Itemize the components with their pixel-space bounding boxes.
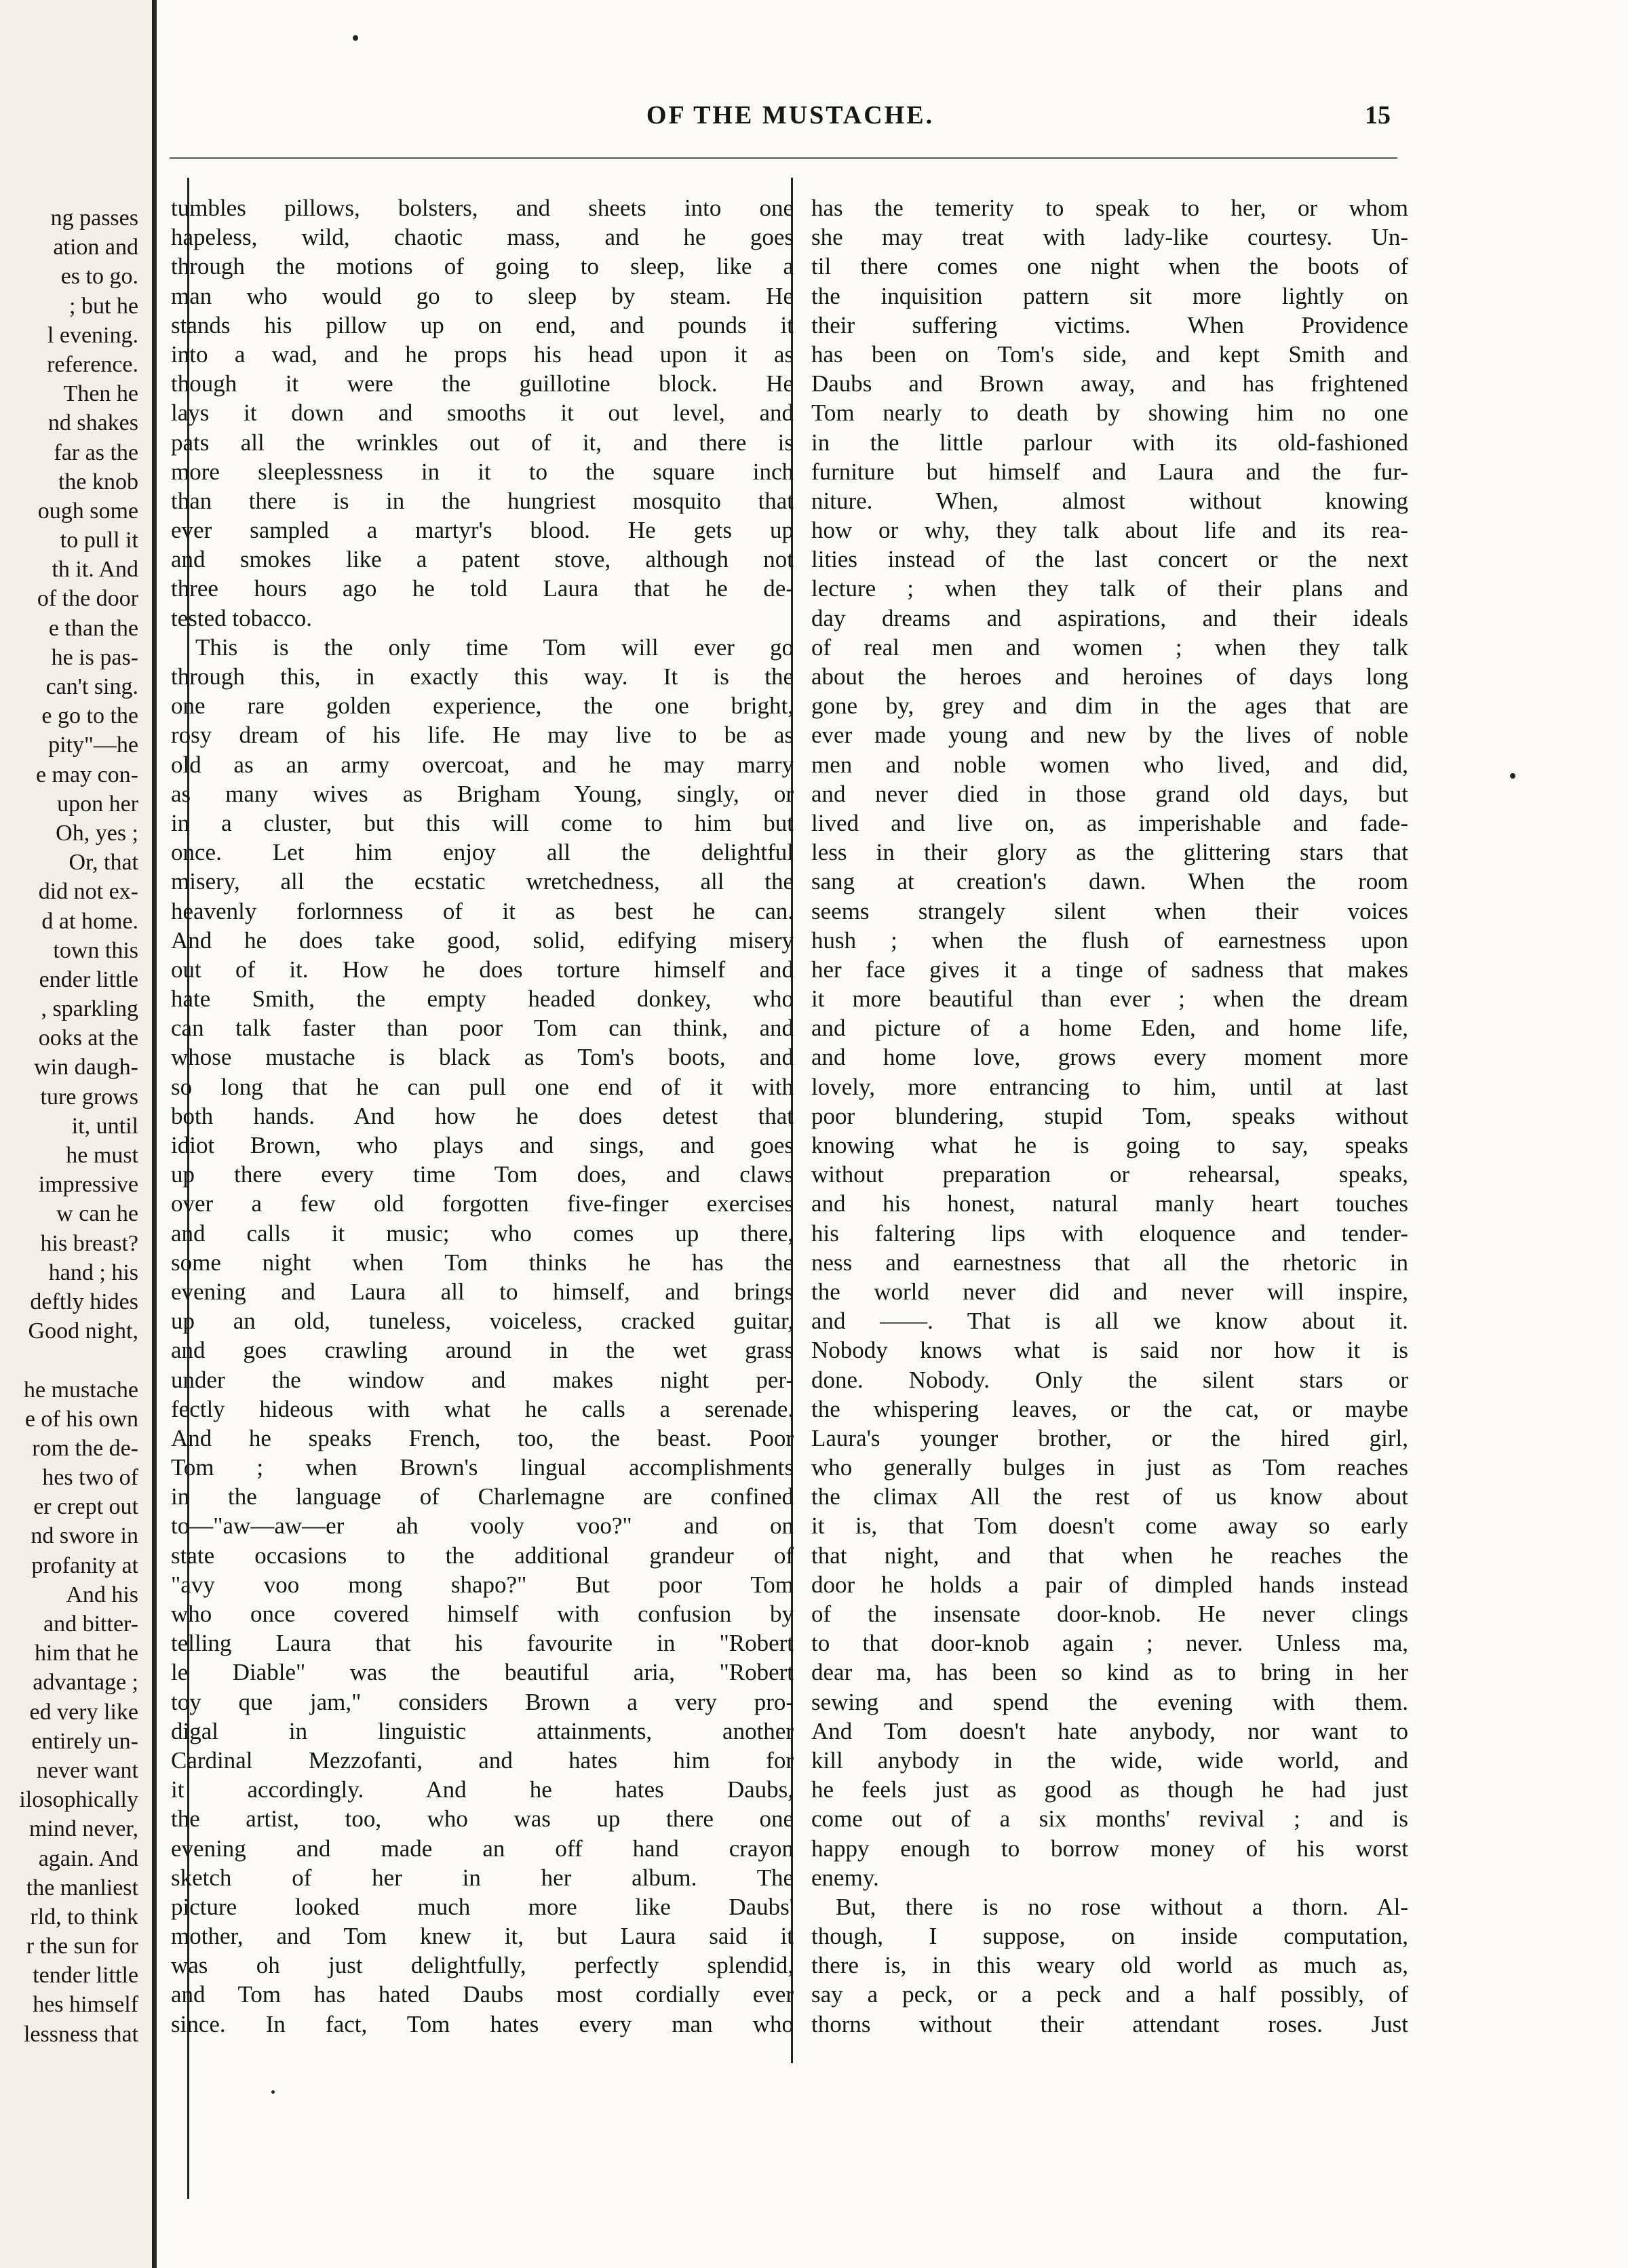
- text-line: seems strangely silent when their voices: [811, 897, 1408, 924]
- text-line: though it were the guillotine block. He: [171, 370, 794, 397]
- text-line: ever sampled a martyr's blood. He gets up: [171, 517, 794, 544]
- fragment-line: ooks at the: [38, 1025, 138, 1051]
- fragment-line: ender little: [39, 966, 138, 992]
- text-line: three hours ago he told Laura that he de-: [171, 575, 794, 602]
- fragment-line: tender little: [33, 1963, 138, 1989]
- text-line: the climax All the rest of us know about: [811, 1483, 1408, 1510]
- text-line: rosy dream of his life. He may live to be as: [171, 722, 794, 749]
- fragment-line: , sparkling: [41, 996, 138, 1022]
- text-line: of the insensate door-knob. He never clings: [811, 1601, 1408, 1627]
- text-line: day dreams and aspirations, and their ideals: [811, 604, 1408, 631]
- fragment-line: nd shakes: [47, 410, 138, 436]
- previous-page-fragment: [0, 0, 154, 2268]
- fragment-line: his breast?: [40, 1230, 138, 1256]
- text-line: enemy.: [811, 1864, 879, 1891]
- text-line: can talk faster than poor Tom can think, and: [171, 1015, 794, 1042]
- text-line: since. In fact, Tom hates every man who: [171, 2010, 794, 2037]
- text-line: was oh just delightfully, perfectly splendid,: [171, 1952, 794, 1979]
- text-line: the whispering leaves, or the cat, or maybe: [811, 1395, 1408, 1422]
- fragment-line: d at home.: [41, 908, 138, 934]
- fragment-line: e than the: [48, 615, 138, 641]
- text-line: it more beautiful than ever ; when the dream: [811, 985, 1408, 1013]
- text-line: and home love, grows every moment more: [811, 1044, 1408, 1071]
- fragment-line: it, until: [71, 1113, 138, 1139]
- fragment-line: th it. And: [52, 557, 138, 583]
- text-line: happy enough to borrow money of his worst: [811, 1835, 1408, 1862]
- fragment-line: [3, 1346, 138, 1375]
- text-line: come out of a six months' revival ; and is: [811, 1805, 1408, 1833]
- text-line: ness and earnestness that all the rhetoric in: [811, 1249, 1408, 1276]
- text-line: old as an army overcoat, and he may marry: [171, 751, 794, 778]
- text-line: stands his pillow up on end, and pounds it: [171, 311, 794, 338]
- text-line: and his honest, natural manly heart touches: [811, 1190, 1408, 1217]
- text-line: in the language of Charlemagne are confined: [171, 1483, 794, 1510]
- text-line: lecture ; when they talk of their plans and: [811, 575, 1408, 602]
- fragment-line: to pull it: [60, 528, 138, 553]
- text-line: lays it down and smooths it out level, and: [171, 399, 794, 427]
- text-line: dear ma, has been so kind as to bring in her: [811, 1659, 1408, 1686]
- fragment-line: ilosophically: [19, 1787, 138, 1813]
- text-line: than there is in the hungriest mosquito that: [171, 487, 794, 514]
- text-line: fectly hideous with what he calls a serenade.: [171, 1395, 794, 1422]
- fragment-line: can't sing.: [45, 674, 138, 699]
- text-line: and ——. That is all we know about it.: [811, 1308, 1408, 1335]
- text-line: lived and live on, as imperishable and fade-: [811, 809, 1408, 836]
- fragment-line: the manliest: [26, 1875, 138, 1900]
- fragment-line: ation and: [53, 235, 138, 260]
- text-line: But, there is no rose without a thorn. Al-: [836, 1893, 1408, 1920]
- text-line: state occasions to the additional grandeur of: [171, 1542, 794, 1569]
- text-line: And Tom doesn't hate anybody, nor want to: [811, 1717, 1408, 1744]
- text-line: gone by, grey and dim in the ages that are: [811, 692, 1408, 720]
- fragment-line: him that he: [35, 1641, 138, 1666]
- text-line: has the temerity to speak to her, or whom: [811, 195, 1408, 221]
- text-line: and picture of a home Eden, and home life,: [811, 1015, 1408, 1042]
- fragment-line: e go to the: [41, 703, 138, 729]
- text-line: some night when Tom thinks he has the: [171, 1249, 794, 1276]
- text-line: and never died in those grand old days, but: [811, 780, 1408, 807]
- text-line: This is the only time Tom will ever go: [195, 633, 794, 661]
- text-column-1: [171, 193, 794, 2039]
- text-line: in the little parlour with its old-fashioned: [811, 429, 1408, 456]
- text-line: the artist, too, who was up there one: [171, 1805, 794, 1833]
- text-line: tumbles pillows, bolsters, and sheets into one: [171, 195, 794, 221]
- fragment-line: the knob: [58, 469, 138, 494]
- text-line: without preparation or rehearsal, speaks,: [811, 1161, 1408, 1188]
- fragment-line: nd swore in: [31, 1523, 138, 1549]
- text-line: about the heroes and heroines of days long: [811, 663, 1408, 690]
- text-line: over a few old forgotten five-finger exercises: [171, 1190, 794, 1217]
- text-line: idiot Brown, who plays and sings, and goes: [171, 1132, 794, 1158]
- text-line: her face gives it a tinge of sadness that makes: [811, 956, 1408, 983]
- fragment-line: l evening.: [47, 322, 138, 348]
- text-line: has been on Tom's side, and kept Smith and: [811, 340, 1408, 368]
- text-line: and goes crawling around in the wet grass: [171, 1337, 794, 1364]
- text-line: Tom nearly to death by showing him no one: [811, 399, 1408, 427]
- fragment-line: Good night,: [28, 1318, 138, 1344]
- fragment-line: and bitter-: [43, 1611, 138, 1637]
- text-line: who generally bulges in just as Tom reaches: [811, 1454, 1408, 1481]
- text-line: sang at creation's dawn. When the room: [811, 868, 1408, 895]
- fragment-line: Or, that: [69, 850, 138, 876]
- text-line: it accordingly. And he hates Daubs,: [171, 1776, 794, 1803]
- text-line: niture. When, almost without knowing: [811, 487, 1408, 514]
- text-line: hate Smith, the empty headed donkey, who: [171, 985, 794, 1013]
- text-line: once. Let him enjoy all the delightful: [171, 839, 794, 866]
- text-line: who once covered himself with confusion by: [171, 1601, 794, 1627]
- text-line: le Diable" was the beautiful aria, "Robert: [171, 1659, 794, 1686]
- text-line: furniture but himself and Laura and the fur-: [811, 458, 1408, 485]
- fragment-line: rld, to think: [30, 1904, 138, 1930]
- text-line: poor blundering, stupid Tom, speaks without: [811, 1102, 1408, 1129]
- text-line: though, I suppose, on inside computation,: [811, 1923, 1408, 1950]
- text-line: Laura's younger brother, or the hired girl,: [811, 1424, 1408, 1451]
- text-line: more sleeplessness in it to the square inch: [171, 458, 794, 485]
- ink-speck: [271, 2090, 275, 2094]
- fragment-line: lessness that: [23, 2021, 138, 2047]
- text-line: lities instead of the last concert or the next: [811, 546, 1408, 573]
- text-line: "avy voo mong shapo?" But poor Tom: [171, 1571, 794, 1598]
- text-line: heavenly forlornness of it as best he can.: [171, 897, 794, 924]
- text-line: knowing what he is going to say, speaks: [811, 1132, 1408, 1158]
- text-line: so long that he can pull one end of it with: [171, 1073, 794, 1100]
- text-line: ever made young and new by the lives of noble: [811, 722, 1408, 749]
- text-line: she may treat with lady-like courtesy. Un-: [811, 224, 1408, 251]
- fragment-line: reference.: [47, 351, 138, 377]
- text-line: Nobody knows what is said nor how it is: [811, 1337, 1408, 1364]
- fragment-line: he is pas-: [51, 644, 138, 670]
- text-line: under the window and makes night per-: [171, 1366, 794, 1393]
- fragment-line: es to go.: [60, 264, 138, 290]
- fragment-line: never want: [36, 1757, 138, 1783]
- fragment-line: he mustache: [24, 1377, 138, 1403]
- text-line: digal in linguistic attainments, another: [171, 1717, 794, 1744]
- text-line: and Tom has hated Daubs most cordially ever: [171, 1981, 794, 2008]
- fragment-line: w can he: [56, 1201, 138, 1227]
- text-line: his faltering lips with eloquence and tender-: [811, 1219, 1408, 1247]
- text-line: say a peck, or a peck and a half possibly, of: [811, 1981, 1408, 2008]
- text-line: hush ; when the flush of earnestness upon: [811, 926, 1408, 954]
- fragment-line: e of his own: [24, 1406, 138, 1432]
- text-line: it is, that Tom doesn't come away so early: [811, 1512, 1408, 1540]
- text-line: tested tobacco.: [171, 604, 312, 631]
- text-line: And he speaks French, too, the beast. Poor: [171, 1424, 794, 1451]
- fragment-line: e may con-: [35, 762, 138, 787]
- text-line: Daubs and Brown away, and has frightened: [811, 370, 1408, 397]
- text-line: he feels just as good as though he had just: [811, 1776, 1408, 1803]
- text-line: as many wives as Brigham Young, singly, or: [171, 780, 794, 807]
- page-number: 15: [1365, 101, 1391, 130]
- text-line: there is, in this weary old world as much as,: [811, 1952, 1408, 1979]
- text-line: thorns without their attendant roses. Just: [811, 2010, 1408, 2037]
- fragment-line: upon her: [57, 791, 138, 817]
- text-line: in a cluster, but this will come to him but: [171, 809, 794, 836]
- text-line: through the motions of going to sleep, like a: [171, 253, 794, 280]
- text-line: the inquisition pattern sit more lightly on: [811, 282, 1408, 309]
- text-line: out of it. How he does torture himself and: [171, 956, 794, 983]
- text-line: misery, all the ecstatic wretchedness, all the: [171, 868, 794, 895]
- text-line: to—"aw—aw—er ah vooly voo?" and on: [171, 1512, 794, 1540]
- text-line: lovely, more entrancing to him, until at last: [811, 1073, 1408, 1100]
- fragment-line: deftly hides: [30, 1289, 138, 1314]
- text-line: evening and Laura all to himself, and brings: [171, 1278, 794, 1305]
- fragment-line: r the sun for: [26, 1934, 138, 1959]
- fragment-line: ture grows: [40, 1084, 138, 1110]
- fragment-line: rom the de-: [32, 1435, 138, 1461]
- text-line: up there every time Tom does, and claws: [171, 1161, 794, 1188]
- fragment-line: ough some: [37, 498, 138, 524]
- text-line: through this, in exactly this way. It is the: [171, 663, 794, 690]
- fragment-line: again. And: [38, 1845, 138, 1871]
- text-line: and calls it music; who comes up there,: [171, 1219, 794, 1247]
- text-line: up an old, tuneless, voiceless, cracked guitar,: [171, 1308, 794, 1335]
- fragment-line: ng passes: [50, 206, 138, 231]
- fragment-line: mind never,: [28, 1816, 138, 1842]
- text-line: door he holds a pair of dimpled hands instead: [811, 1571, 1408, 1598]
- text-line: both hands. And how he does detest that: [171, 1102, 794, 1129]
- header-rule: [170, 157, 1397, 159]
- fragment-line: he must: [66, 1143, 138, 1168]
- ink-speck: [353, 35, 358, 41]
- fragment-line: advantage ;: [33, 1670, 138, 1696]
- text-line: Cardinal Mezzofanti, and hates him for: [171, 1746, 794, 1774]
- fragment-line: And his: [66, 1582, 138, 1607]
- fragment-line: entirely un-: [31, 1728, 138, 1754]
- page-title: OF THE MUSTACHE.: [646, 101, 935, 130]
- fragment-line: hes himself: [33, 1992, 138, 2018]
- fragment-line: hes two of: [42, 1465, 138, 1491]
- text-line: Tom ; when Brown's lingual accomplishments: [171, 1454, 794, 1481]
- text-line: of real men and women ; when they talk: [811, 633, 1408, 661]
- running-header: [190, 100, 1391, 141]
- text-line: whose mustache is black as Tom's boots, and: [171, 1044, 794, 1071]
- fragment-line: ed very like: [29, 1699, 138, 1725]
- text-line: to that door-knob again ; never. Unless ma,: [811, 1630, 1408, 1657]
- ink-speck: [1510, 773, 1515, 779]
- text-line: til there comes one night when the boots of: [811, 253, 1408, 280]
- text-line: man who would go to sleep by steam. He: [171, 282, 794, 309]
- fragment-line: ; but he: [69, 293, 138, 319]
- text-line: hapeless, wild, chaotic mass, and he goes: [171, 224, 794, 251]
- text-column-2: [811, 193, 1408, 2039]
- fragment-line: far as the: [54, 439, 138, 465]
- text-line: the world never did and never will inspire,: [811, 1278, 1408, 1305]
- fragment-line: of the door: [37, 586, 138, 612]
- fragment-line: pity"—he: [48, 732, 138, 758]
- text-line: picture looked much more like Daubs': [171, 1893, 794, 1920]
- text-line: their suffering victims. When Providence: [811, 311, 1408, 338]
- text-line: how or why, they talk about life and its rea-: [811, 517, 1408, 544]
- text-line: And he does take good, solid, edifying misery: [171, 926, 794, 954]
- text-line: into a wad, and he props his head upon it as: [171, 340, 794, 368]
- text-line: pats all the wrinkles out of it, and there is: [171, 429, 794, 456]
- fragment-line: town this: [53, 937, 138, 963]
- text-line: one rare golden experience, the one bright,: [171, 692, 794, 720]
- text-line: evening and made an off hand crayon: [171, 1835, 794, 1862]
- fragment-line: hand ; his: [48, 1259, 138, 1285]
- fragment-line: impressive: [38, 1172, 138, 1198]
- text-line: less in their glory as the glittering stars that: [811, 839, 1408, 866]
- text-line: and smokes like a patent stove, although not: [171, 546, 794, 573]
- previous-page-text-column: [3, 203, 138, 2049]
- text-line: men and noble women who lived, and did,: [811, 751, 1408, 778]
- fragment-line: profanity at: [31, 1552, 138, 1578]
- text-line: done. Nobody. Only the silent stars or: [811, 1366, 1408, 1393]
- text-line: sewing and spend the evening with them.: [811, 1688, 1408, 1715]
- text-line: telling Laura that his favourite in "Robert: [171, 1630, 794, 1657]
- fragment-line: win daugh-: [34, 1055, 138, 1080]
- text-line: that night, and that when he reaches the: [811, 1542, 1408, 1569]
- fragment-line: Oh, yes ;: [56, 820, 138, 846]
- text-line: toy que jam," considers Brown a very pro-: [171, 1688, 794, 1715]
- fragment-line: er crept out: [33, 1494, 138, 1520]
- fragment-line: Then he: [63, 381, 138, 407]
- text-line: mother, and Tom knew it, but Laura said it: [171, 1923, 794, 1950]
- text-line: kill anybody in the wide, wide world, and: [811, 1746, 1408, 1774]
- fragment-line: did not ex-: [38, 879, 138, 905]
- text-line: sketch of her in her album. The: [171, 1864, 794, 1891]
